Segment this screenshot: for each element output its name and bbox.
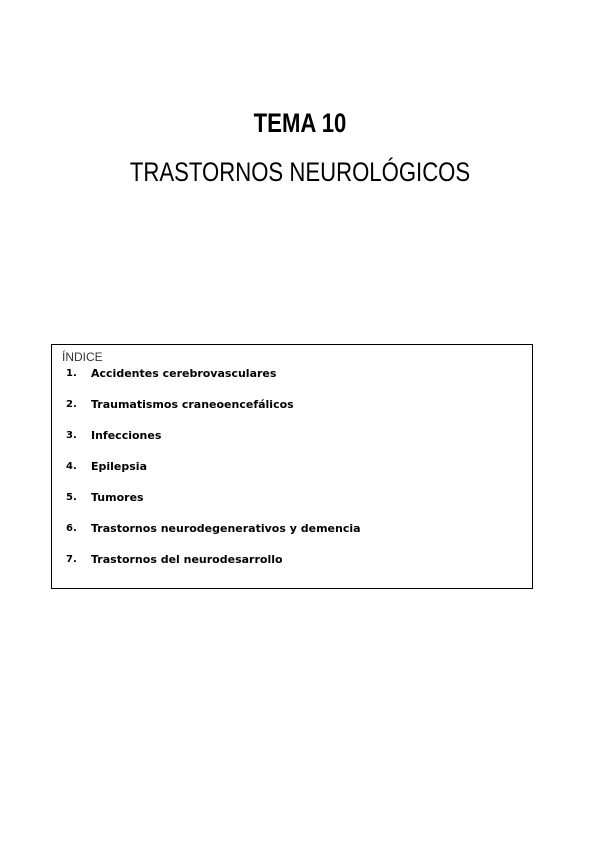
index-item-1	[52, 365, 532, 396]
index-item-number: 1.	[66, 368, 77, 379]
index-item-number: 3.	[66, 430, 77, 441]
index-item-label: Trastornos neurodegenerativos y demencia	[91, 522, 361, 535]
index-item-7	[52, 551, 532, 582]
index-item-number: 6.	[66, 523, 77, 534]
index-item-number: 7.	[66, 554, 77, 565]
index-item-label: Tumores	[91, 491, 144, 504]
index-item-label: Traumatismos craneoencefálicos	[91, 398, 294, 411]
index-item-label: Infecciones	[91, 429, 162, 442]
index-item-label: Accidentes cerebrovasculares	[91, 367, 277, 380]
index-list	[52, 365, 532, 582]
index-heading: ÍNDICE	[62, 350, 103, 364]
index-box	[51, 344, 533, 589]
index-item-number: 5.	[66, 492, 77, 503]
index-item-label: Trastornos del neurodesarrollo	[91, 553, 283, 566]
index-item-5	[52, 489, 532, 520]
index-item-2	[52, 396, 532, 427]
index-item-4	[52, 458, 532, 489]
document-title: TEMA 10	[253, 108, 347, 138]
index-item-number: 2.	[66, 399, 77, 410]
document-subtitle: TRASTORNOS NEUROLÓGICOS	[129, 157, 471, 187]
index-item-3	[52, 427, 532, 458]
index-item-6	[52, 520, 532, 551]
index-item-label: Epilepsia	[91, 460, 148, 473]
index-item-number: 4.	[66, 461, 77, 472]
